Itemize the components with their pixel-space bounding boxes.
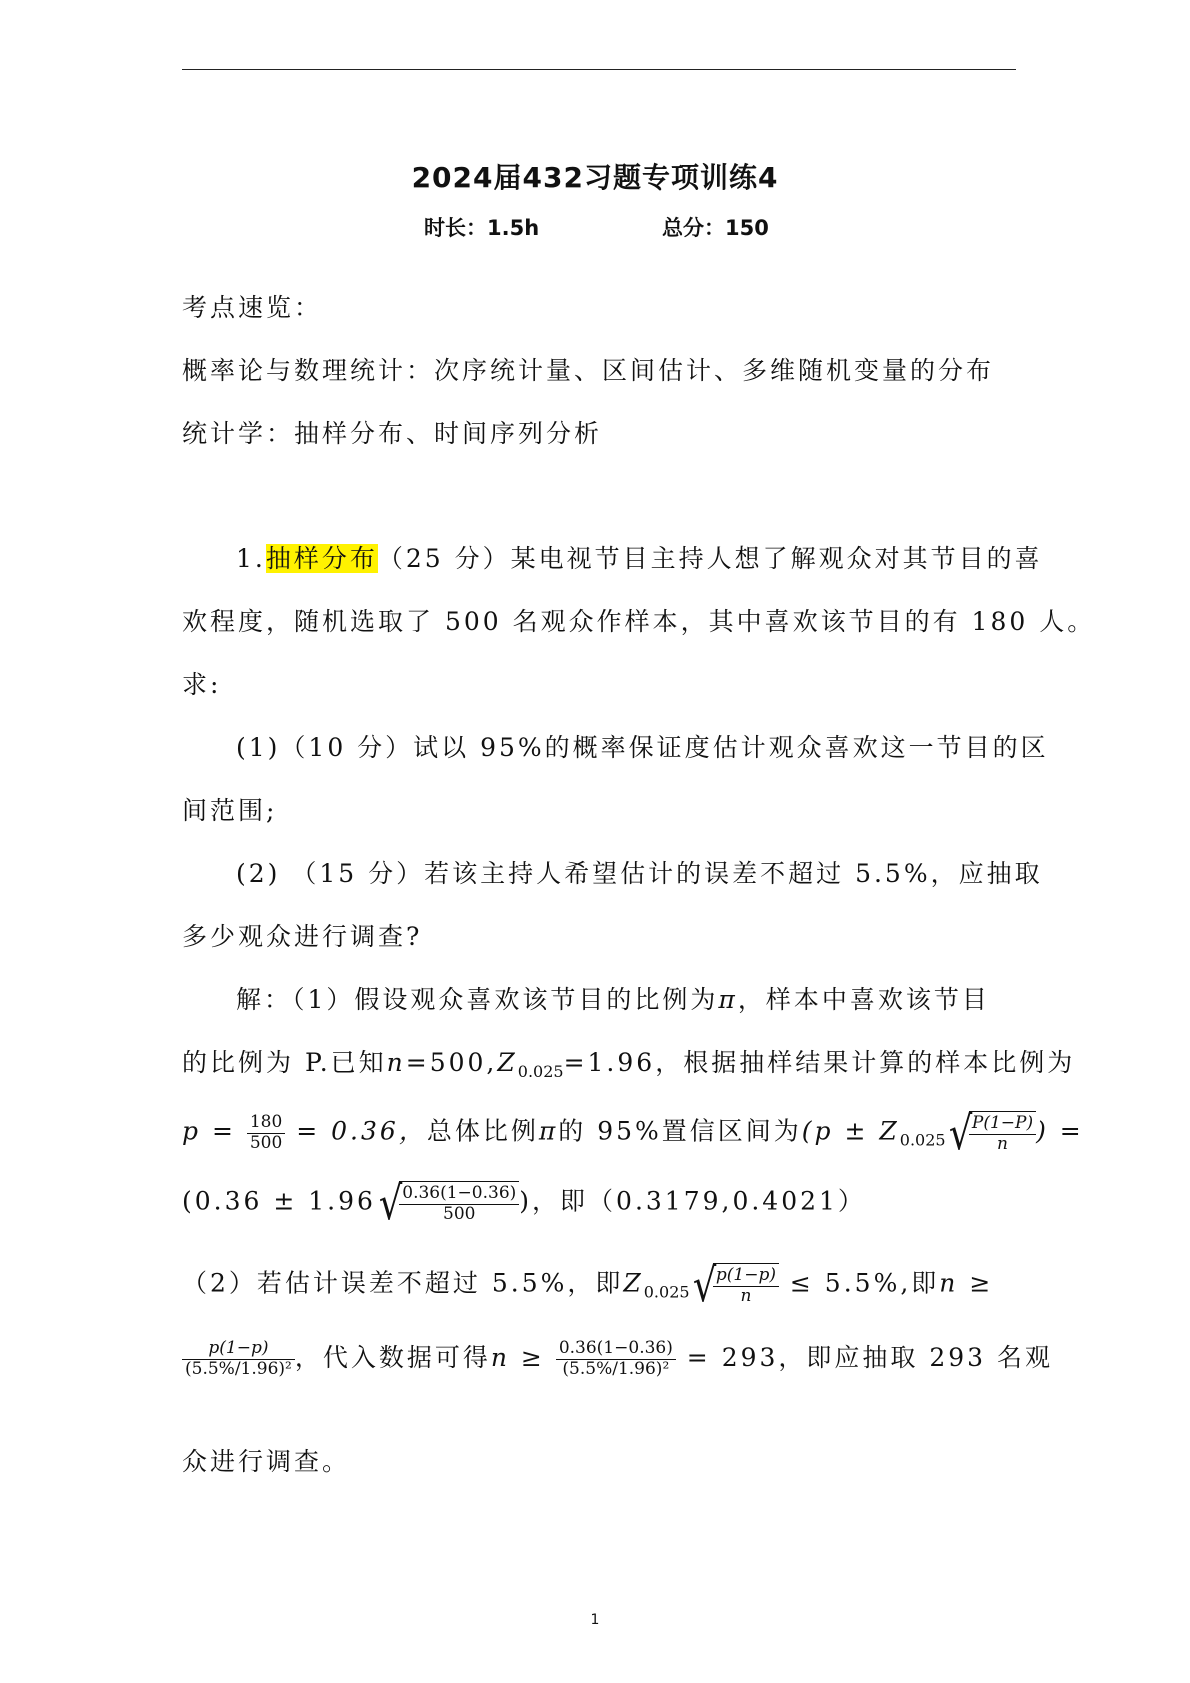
solution-1-line-2: 的比例为 P.已知$n=500,Z_{0.025}=1.96$，根据抽样结果计算的样本比例为 [182, 1048, 1076, 1081]
question-1-stem-text: （25 分）某电视节目主持人想了解观众对其节目的喜 [377, 544, 1043, 573]
page-title: 2024届432习题专项训练4 [411, 161, 779, 194]
topic-tag-highlight: 抽样分布 [265, 544, 378, 573]
question-1-line-2: 欢程度，随机选取了 500 名观众作样本，其中喜欢该节目的有 180 人。 [182, 607, 1096, 636]
subquestion-2: (2) （15 分）若该主持人希望估计的误差不超过 5.5%，应抽取 [236, 859, 1043, 888]
solution-2-line-1: （2）若估计误差不超过 5.5%，即$Z_{0.025}√$ $\frac{p(1-p)}{n}$ ≤ 5.5%,即n ≥ [182, 1258, 994, 1312]
page-number: 1 [590, 1612, 600, 1628]
subquestion-1-cont: 间范围; [182, 796, 278, 825]
subquestion-2-cont: 多少观众进行调查? [182, 922, 423, 951]
question-1-stem [236, 539, 1043, 575]
fraction-sample-size-value: $\frac{0.36(1-0.36)}{\text{(5.5\%/1.96)²}}$ [556, 1339, 676, 1379]
fraction-sample-size-formula: $\frac{p(1-p)}{\text{(5.5\%/1.96)²}}$ [182, 1339, 295, 1379]
subquestion-1: (1)（10 分）试以 95%的概率保证度估计观众喜欢这一节目的区 [236, 733, 1049, 762]
topics-heading: 考点速览： [182, 293, 323, 322]
solution-1-line-1: 解：（1）假设观众喜欢该节目的比例为π，样本中喜欢该节目 [236, 985, 990, 1014]
fraction-180-500: $\frac{180}{500}$ [247, 1113, 285, 1153]
duration-text: 时长：1.5h [424, 216, 540, 240]
solution-2-line-3: 众进行调查。 [182, 1447, 351, 1476]
solution-1-formula-line: p = $\frac{180}{500}$ = 0.36，总体比例π的 95%置信区间为($p \pm Z_{0.025}√$ $\frac{P(1-P)}{n}$ ) = [182, 1106, 1084, 1160]
sqrt-expression-3: √ $\frac{p(1-p)}{n}$ [690, 1262, 779, 1308]
total-score-text: 总分：150 [662, 216, 769, 240]
topics-line-probability: 概率论与数理统计：次序统计量、区间估计、多维随机变量的分布 [182, 356, 995, 385]
solution-1-ci-line: (0.36 ± 1.96√ $\frac{0.36(1-0.36)}{500}$ )，即（0.3179,0.4021） [182, 1176, 866, 1230]
header-rule [182, 69, 1016, 70]
question-1-line-3: 求: [182, 670, 222, 699]
topics-line-statistics: 统计学：抽样分布、时间序列分析 [182, 419, 603, 448]
solution-2-line-2: $\frac{p(1-p)}{\text{(5.5\%/1.96)²}}$ ，代入数据可得n ≥ $\frac{0.36(1-0.36)}{\text{(5.5\%/1.96)²}}$ = 293，即应抽取 293 名观 [182, 1338, 1053, 1380]
sqrt-expression-2: √ $\frac{0.36(1-0.36)}{500}$ [376, 1180, 519, 1226]
question-number: 1. [236, 544, 266, 573]
pi-symbol: π [718, 985, 738, 1014]
sqrt-expression-1: √ $\frac{P(1-P)}{n}$ [946, 1110, 1037, 1156]
